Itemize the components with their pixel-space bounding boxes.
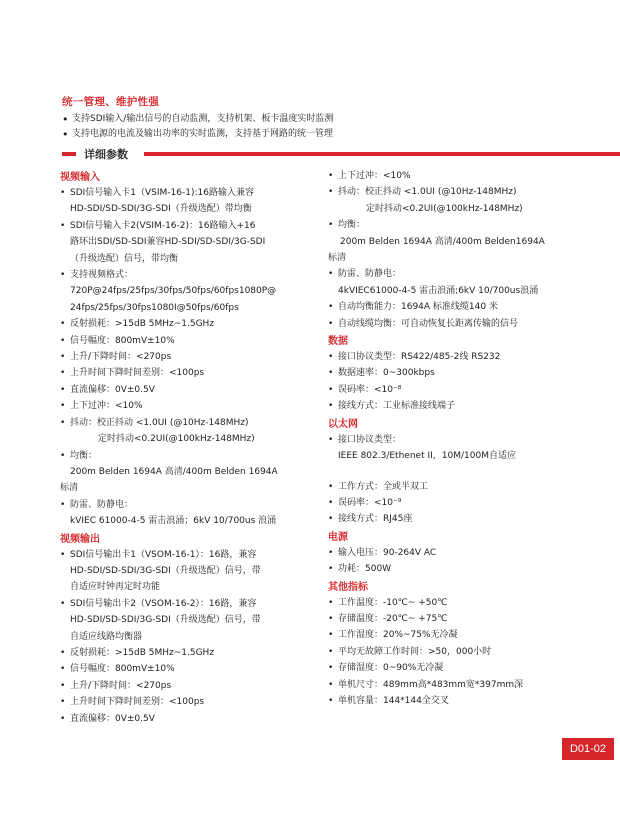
intro-block [62,94,562,142]
spec-item: • SDI信号输出卡2（VSOM-16-2）：16路，兼容 [60,596,315,612]
spec-item: • 存储湿度：0~90%无冷凝 [328,660,568,676]
other-heading: 其他指标 [328,581,368,593]
intro-item: • 支持SDI输入/输出信号的自动监测，支持机架、板卡温度实时监测 [62,112,562,127]
spec-cont: kVIEC 61000-4-5 雷击浪涌；6kV 10/700us 浪涌 [70,516,277,527]
spec-item: • 功耗：500W [328,561,568,577]
spec-cont: 24fps/25fps/30fps1080I@50fps/60fps [70,302,239,313]
spec-cont: 200m Belden 1694A 高清/400m Belden1694A [340,236,545,247]
spec-item: • 上升/下降时间：<270ps [60,349,315,365]
spec-cont: 定时抖动<0.2UI(@100kHz-148MHz) [98,434,255,445]
spec-item: • 上下过冲：<10% [60,398,315,414]
spec-item: • 单机尺寸：489mm高*483mm宽*397mm深 [328,677,568,693]
spec-item: • 上升/下降时间：<270ps [60,678,315,694]
spec-item: • 信号幅度：800mV±10% [60,661,315,677]
spec-item: • SDI信号输出卡1（VSOM-16-1）：16路，兼容 [60,547,315,563]
spec-item: • 平均无故障工作时间：>50，000小时 [328,644,568,660]
intro-heading: 统一管理、维护性强 [62,96,160,108]
left-column [60,168,315,727]
spec-item: • 抖动：校正抖动 <1.0UI (@10Hz-148MHz) [328,184,568,200]
spec-item: • 反射损耗：>15dB 5MHz~1.5GHz [60,316,315,332]
spec-item: • 上升时间下降时间差别：<100ps [60,694,315,710]
spec-cont: 路环出SDI/SD-SDI兼容HD-SDI/SD-SDI/3G-SDI [70,237,266,248]
spec-item: • SDI信号输入卡2(VSIM-16-2)：16路输入+16 [60,218,315,234]
spacer [328,465,568,479]
data-heading: 数据 [328,336,348,348]
section-bar-right [144,152,620,156]
spec-item: • 直流偏移：0V±0.5V [60,382,315,398]
section-bar-left [62,152,76,156]
spec-item: • 接口协议类型： [328,432,568,448]
spec-item: • 均衡： [328,217,568,233]
spec-item: • 单机容量：144*144全交叉 [328,693,568,709]
ethernet-heading: 以太网 [328,418,358,430]
video-output-heading: 视频输出 [60,533,100,545]
spec-item: • 上下过冲：<10% [328,168,568,184]
spec-item: • 均衡： [60,448,315,464]
spec-cont: 200m Belden 1694A 高清/400m Belden 1694A [70,466,278,477]
spec-cont: 4kVIEC61000-4-5 雷击浪涌;6kV 10/700us浪涌 [338,285,539,296]
right-column [328,168,568,709]
spec-item: • 接线方式：RJ45座 [328,511,568,527]
spec-item: • 信号幅度：800mV±10% [60,333,315,349]
spec-cont: 标清 [328,253,347,264]
spec-item: • 抖动：校正抖动 <1.0UI (@10Hz-148MHz) [60,415,315,431]
spec-item: • 防雷、防静电： [328,266,568,282]
power-heading: 电源 [328,531,348,543]
spec-item: • 自动均衡能力：1694A 标准线缆140 米 [328,299,568,315]
intro-item: • 支持电源的电流及输出功率的实时监测，支持基于网路的统一管理 [62,127,562,142]
spec-item: • 接线方式：工业标准接线端子 [328,398,568,414]
spec-item: • 自动线缆均衡：可自动恢复长距离传输的信号 [328,316,568,332]
spec-cont: HD-SDI/SD-SDI/3G-SDI（升级选配）带均衡 [70,204,252,215]
spec-item: • 接口协议类型：RS422/485-2线 RS232 [328,349,568,365]
spec-item: • 存储温度：-20℃~ +75℃ [328,611,568,627]
spec-cont: 720P@24fps/25fps/30fps/50fps/60fps1080P@ [70,286,277,297]
spec-cont: 定时抖动<0.2UI(@100kHz-148MHz) [366,203,523,214]
section-title: 详细参数 [84,148,128,161]
spec-cont: HD-SDI/SD-SDI/3G-SDI（升级选配）信号，带 [70,565,261,576]
spec-item: • 输入电压：90-264V AC [328,545,568,561]
spec-cont: IEEE 802.3/Ethenet II，10M/100M自适应 [338,451,516,462]
spec-cont: 标清 [60,483,79,494]
spec-item: • 工作方式：全或半双工 [328,479,568,495]
section-header [62,146,562,162]
spec-item: • 反射损耗：>15dB 5MHz~1.5GHz [60,645,315,661]
spec-item: • 支持视频格式： [60,267,315,283]
spec-cont: （升级选配）信号，带均衡 [70,253,179,264]
spec-cont: 自适应时钟再定时功能 [70,582,161,593]
spec-item: • SDI信号输入卡1（VSIM-16-1):16路输入兼容 [60,185,315,201]
spec-item: • 误码率：<10⁻⁹ [328,495,568,511]
spec-item: • 防雷、防静电： [60,497,315,513]
spec-cont: HD-SDI/SD-SDI/3G-SDI（升级选配）信号，带 [70,615,261,626]
spec-item: • 直流偏移：0V±0.5V [60,711,315,727]
spec-cont: 自适应线路均衡器 [70,631,143,642]
spec-item: • 误码率：<10⁻⁸ [328,382,568,398]
spec-item: • 工作湿度：20%~75%无冷凝 [328,627,568,643]
video-input-heading: 视频输入 [60,172,100,183]
page-number: D01-02 [562,738,614,760]
spec-item: • 工作温度：-10℃~ +50℃ [328,595,568,611]
spec-item: • 数据速率：0~300kbps [328,365,568,381]
spec-item: • 上升时间下降时间差别：<100ps [60,365,315,381]
